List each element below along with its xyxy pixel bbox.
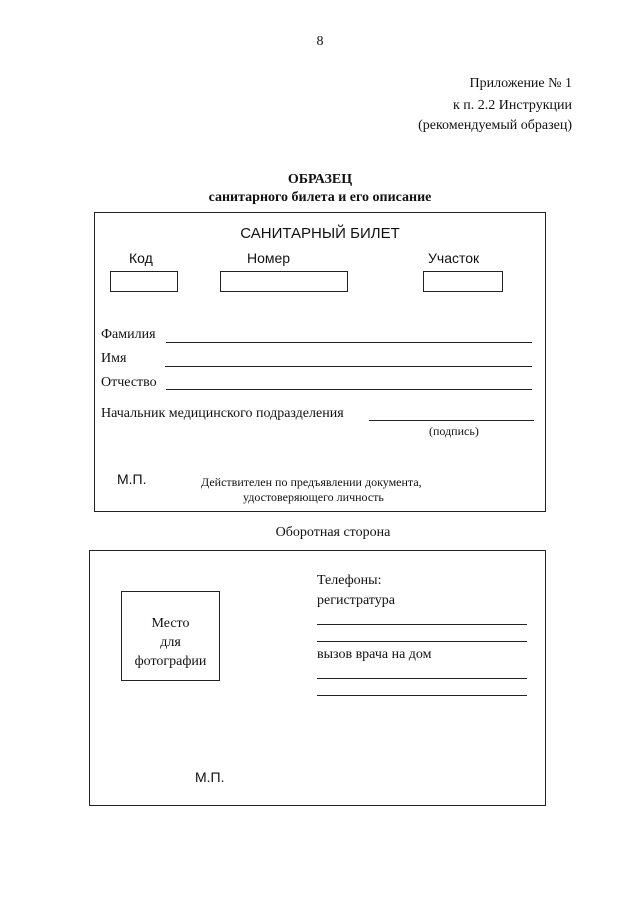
surname-label: Фамилия: [101, 327, 156, 342]
photo-label-line1: Место: [151, 616, 190, 631]
sanitary-ticket-front: [94, 212, 546, 512]
doctor-call-phone-line-2[interactable]: [317, 695, 527, 696]
name-label: Имя: [101, 351, 127, 366]
photo-label-line3: фотографии: [134, 654, 207, 669]
district-box[interactable]: [423, 271, 503, 292]
number-label: Номер: [247, 250, 291, 266]
patronymic-label: Отчество: [101, 375, 157, 390]
validity-note-line1: Действителен по предъявлении документа,: [201, 475, 422, 489]
validity-note-line2: удостоверяющего личность: [243, 490, 384, 504]
back-stamp-label: М.П.: [195, 769, 225, 785]
signature-caption: (подпись): [429, 424, 479, 438]
document-subheading: санитарного билета и его описание: [208, 190, 432, 205]
sanitary-ticket-back: [89, 550, 546, 806]
back-side-caption: Оборотная сторона: [275, 525, 391, 540]
document-heading: ОБРАЗЕЦ: [287, 172, 353, 187]
page-number: 8: [316, 34, 324, 49]
annex-number: Приложение № 1: [469, 76, 572, 91]
code-box[interactable]: [110, 271, 178, 292]
registry-phone-line-2[interactable]: [317, 641, 527, 642]
district-label: Участок: [428, 250, 480, 266]
doctor-call-label: вызов врача на дом: [317, 647, 432, 662]
surname-line[interactable]: [166, 342, 532, 343]
code-label: Код: [129, 250, 153, 266]
patronymic-line[interactable]: [166, 389, 532, 390]
number-box[interactable]: [220, 271, 348, 292]
annex-note: (рекомендуемый образец): [418, 118, 572, 133]
card-title: САНИТАРНЫЙ БИЛЕТ: [240, 225, 400, 242]
annex-reference: к п. 2.2 Инструкции: [453, 98, 572, 113]
chief-label: Начальник медицинского подразделения: [101, 406, 344, 421]
photo-placeholder: [121, 591, 220, 681]
stamp-label: М.П.: [117, 471, 147, 487]
photo-label-line2: для: [160, 635, 181, 650]
phones-label: Телефоны:: [317, 573, 382, 588]
registry-phone-line-1[interactable]: [317, 624, 527, 625]
doctor-call-phone-line-1[interactable]: [317, 678, 527, 679]
signature-line[interactable]: [369, 420, 534, 421]
registry-label: регистратура: [317, 593, 395, 608]
name-line[interactable]: [165, 366, 532, 367]
